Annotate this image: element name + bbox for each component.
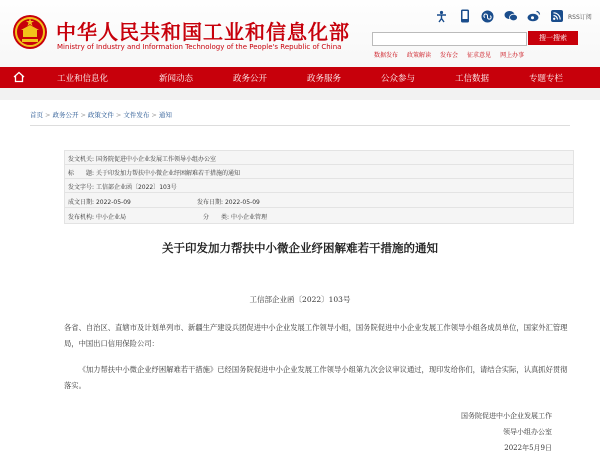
publishing-org-label: 发布机构: bbox=[68, 214, 95, 221]
mobile-app-icon[interactable] bbox=[457, 9, 472, 24]
rss-label[interactable]: RSS订阅 bbox=[568, 13, 592, 21]
published-date-row bbox=[197, 197, 260, 206]
signature-line-2: 领导小组办公室 bbox=[503, 428, 552, 436]
document-metadata-table bbox=[64, 150, 574, 224]
doc-number-label: 发文字号: bbox=[68, 184, 95, 191]
created-date-value: 2022-05-09 bbox=[95, 199, 131, 206]
national-emblem-icon[interactable] bbox=[12, 14, 48, 50]
issuer-row bbox=[68, 154, 216, 163]
site-title-english: Ministry of Industry and Information Technology of the People's Republic of China bbox=[57, 43, 342, 51]
breadcrumb: 首页 > 政务公开 > 政策文件 > 文件发布 > 通知 bbox=[30, 111, 172, 119]
signature-line-1: 国务院促进中小企业发展工作 bbox=[461, 412, 552, 420]
published-date-label: 发布日期: bbox=[197, 199, 224, 206]
hot-links bbox=[374, 50, 533, 59]
breadcrumb-government-affairs[interactable]: 政务公开 bbox=[52, 111, 79, 119]
hot-link[interactable]: 发布会 bbox=[440, 52, 459, 59]
home-icon[interactable] bbox=[13, 71, 25, 83]
publishing-org-row bbox=[68, 212, 126, 221]
signature-date: 2022年5月9日 bbox=[504, 444, 552, 452]
published-date-value: 2022-05-09 bbox=[224, 199, 260, 206]
nav-item-public-participation[interactable]: 公众参与 bbox=[381, 74, 416, 84]
weibo-icon[interactable] bbox=[526, 9, 541, 24]
category-value: 中小企业管理 bbox=[230, 214, 267, 221]
hot-link[interactable]: 征求意见 bbox=[467, 52, 492, 59]
created-date-row bbox=[68, 197, 131, 206]
top-icon-bar bbox=[434, 8, 592, 24]
nav-item-industry-it[interactable]: 工业和信息化 bbox=[57, 74, 109, 84]
site-header bbox=[0, 0, 600, 67]
nav-item-news[interactable]: 新闻动态 bbox=[159, 74, 194, 84]
mini-program-icon[interactable] bbox=[480, 9, 495, 24]
wechat-icon[interactable] bbox=[503, 9, 518, 24]
category-label: 分 类: bbox=[203, 214, 230, 221]
issuer-label: 发文机关: bbox=[68, 156, 95, 163]
breadcrumb-notices[interactable]: 通知 bbox=[158, 111, 172, 119]
rss-icon[interactable] bbox=[549, 9, 564, 24]
document-title: 关于印发加力帮扶中小微企业纾困解难若干措施的通知 bbox=[162, 241, 438, 255]
document-addressee: 各省、自治区、直辖市及计划单列市、新疆生产建设兵团促进中小企业发展工作领导小组，国务院促进中小企业发展工作领导小组各成员单位，国家外汇管理局，中国出口信用保险公司： bbox=[64, 323, 568, 348]
nav-item-special-topics[interactable]: 专题专栏 bbox=[529, 74, 564, 84]
issuer-value: 国务院促进中小企业发展工作领导小组办公室 bbox=[95, 156, 216, 163]
document-number: 工信部企业函〔2022〕103号 bbox=[249, 295, 351, 304]
site-title[interactable]: 中华人民共和国工业和信息化部 bbox=[56, 20, 350, 44]
nav-item-data[interactable]: 工信数据 bbox=[455, 74, 490, 84]
header-spacer bbox=[0, 88, 600, 100]
nav-item-government-affairs[interactable]: 政务公开 bbox=[233, 74, 268, 84]
created-date-label: 成文日期: bbox=[68, 199, 95, 206]
publishing-org-value: 中小企业局 bbox=[95, 214, 126, 221]
doc-number-row bbox=[68, 182, 177, 191]
breadcrumb-document-release[interactable]: 文件发布 bbox=[123, 111, 150, 119]
hot-link[interactable]: 网上办事 bbox=[500, 52, 525, 59]
hot-link[interactable]: 数据发布 bbox=[374, 52, 399, 59]
subject-row bbox=[68, 168, 240, 177]
nav-item-government-services[interactable]: 政务服务 bbox=[307, 74, 342, 84]
breadcrumb-home[interactable]: 首页 bbox=[30, 111, 43, 119]
breadcrumb-policy-documents[interactable]: 政策文件 bbox=[87, 111, 114, 119]
subject-value: 关于印发加力帮扶中小微企业纾困解难若干措施的通知 bbox=[95, 170, 240, 177]
subject-label: 标 题: bbox=[68, 170, 95, 177]
search-button[interactable]: 搜一搜索 bbox=[528, 31, 578, 45]
divider bbox=[30, 125, 570, 126]
accessibility-icon[interactable] bbox=[434, 9, 449, 24]
document-body: 《加力帮扶中小微企业纾困解难若干措施》已经国务院促进中小企业发展工作领导小组第九次会议审议通过，现印发给你们，请结合实际，认真抓好贯彻落实。 bbox=[64, 365, 568, 390]
doc-number-value: 工信部企业函〔2022〕103号 bbox=[95, 184, 177, 191]
hot-link[interactable]: 政策解读 bbox=[407, 52, 432, 59]
category-row bbox=[203, 212, 267, 221]
main-nav bbox=[0, 67, 600, 88]
search-input[interactable] bbox=[372, 32, 527, 46]
